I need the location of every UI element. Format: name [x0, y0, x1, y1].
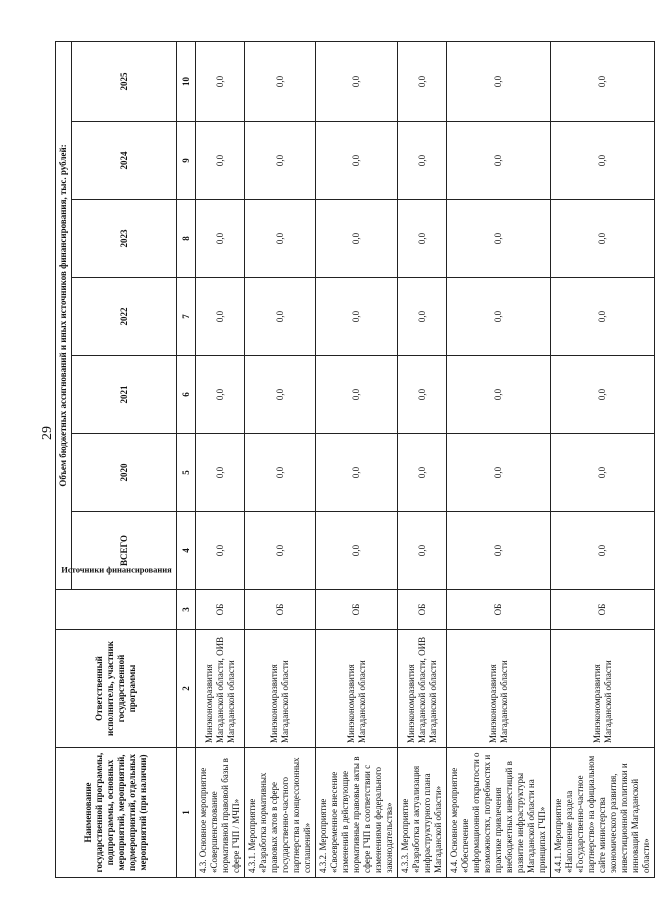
row-year-value: 0,0	[551, 122, 655, 200]
col-index: 3	[177, 590, 196, 630]
row-year-value: 0,0	[551, 278, 655, 356]
row-source: ОБ	[398, 590, 447, 630]
row-year-value: 0,0	[447, 122, 551, 200]
row-executor: Минэкономразвития Магаданской области	[551, 630, 655, 748]
row-year-value: 0,0	[398, 434, 447, 512]
row-year-value: 0,0	[316, 200, 398, 278]
row-year-value: 0,0	[316, 278, 398, 356]
row-year-value: 0,0	[245, 200, 316, 278]
row-year-value: 0,0	[196, 278, 245, 356]
row-year-value: 0,0	[196, 434, 245, 512]
row-year-value: 0,0	[551, 41, 655, 121]
row-year-value: 0,0	[196, 200, 245, 278]
row-total-value: 0,0	[316, 512, 398, 590]
row-total-value: 0,0	[551, 512, 655, 590]
row-executor: Минэкономразвития Магаданской области	[447, 630, 551, 748]
row-year-value: 0,0	[196, 41, 245, 121]
row-year-value: 0,0	[551, 356, 655, 434]
row-name: 4.4.1. Мероприятие «Наполнение раздела «Государственно-частное партнерство» на официальном сайте министерства экономического развития, инвестиционной политики и инноваций Магаданской области»	[551, 748, 655, 878]
row-year-value: 0,0	[398, 356, 447, 434]
table-row	[245, 41, 316, 877]
row-executor: Минэкономразвития Магаданской области	[316, 630, 398, 748]
row-year-value: 0,0	[245, 278, 316, 356]
header-year-2023: 2023	[72, 200, 177, 278]
row-year-value: 0,0	[447, 200, 551, 278]
row-year-value: 0,0	[245, 122, 316, 200]
row-year-value: 0,0	[398, 41, 447, 121]
col-index: 1	[177, 748, 196, 878]
row-executor: Минэкономразвития Магаданской области	[245, 630, 316, 748]
table-row	[316, 41, 398, 877]
col-index: 6	[177, 356, 196, 434]
row-year-value: 0,0	[316, 41, 398, 121]
header-year-2024: 2024	[72, 122, 177, 200]
row-year-value: 0,0	[196, 122, 245, 200]
row-name: 4.4. Основное мероприятие «Обеспечение информационной открытости о возможностях, потребностях и практике привлечения внебюджетных инвестиций в развитие инфраструктуры Магаданской области на принципах ГЧП»	[447, 748, 551, 878]
col-index: 2	[177, 630, 196, 748]
row-name: 4.3.3. Мероприятие «Разработка и актуализация инфраструктурного плана Магаданской области»	[398, 748, 447, 878]
table-row	[196, 41, 245, 877]
funding-table	[55, 41, 655, 878]
column-index-row	[177, 41, 196, 877]
row-source: ОБ	[196, 590, 245, 630]
row-year-value: 0,0	[196, 356, 245, 434]
row-name: 4.3. Основное мероприятие «Совершенствование нормативной правовой базы в сфере ГЧП / МЧП»	[196, 748, 245, 878]
row-year-value: 0,0	[316, 122, 398, 200]
row-year-value: 0,0	[398, 200, 447, 278]
header-source-text: Источники финансирования	[60, 564, 172, 575]
col-index: 10	[177, 41, 196, 121]
col-index: 7	[177, 278, 196, 356]
header-row-1	[56, 41, 72, 877]
row-year-value: 0,0	[316, 356, 398, 434]
row-source: ОБ	[245, 590, 316, 630]
row-source: ОБ	[316, 590, 398, 630]
table-row	[447, 41, 551, 877]
row-year-value: 0,0	[447, 278, 551, 356]
row-name: 4.3.1. Мероприятие «Разработка нормативных правовых актов в сфере государственно-частного партнерства и концессионных соглашений»	[245, 748, 316, 878]
header-name: Наименование государственной программы, подпрограммы, основных мероприятий, мероприятий, подмероприятий, отдельных мероприятий (при наличии)	[56, 748, 177, 878]
rotated-table-wrapper	[55, 42, 651, 878]
row-total-value: 0,0	[447, 512, 551, 590]
row-executor: Минэкономразвития Магаданской области, ОИВ Магаданской области	[398, 630, 447, 748]
row-total-value: 0,0	[245, 512, 316, 590]
header-executor: Ответственный исполнитель, участник государственной программы	[56, 630, 177, 748]
row-year-value: 0,0	[316, 434, 398, 512]
col-index: 4	[177, 512, 196, 590]
col-index: 9	[177, 122, 196, 200]
row-name: 4.3.2. Мероприятие «Своевременное внесение изменений в действующие нормативные правовые акты в сфере ГЧП в соответствии с изменениями федерального законодательства»	[316, 748, 398, 878]
header-year-2020: 2020	[72, 434, 177, 512]
header-year-2021: 2021	[72, 356, 177, 434]
row-total-value: 0,0	[398, 512, 447, 590]
row-source: ОБ	[551, 590, 655, 630]
table-row	[551, 41, 655, 877]
row-year-value: 0,0	[447, 356, 551, 434]
row-year-value: 0,0	[447, 434, 551, 512]
row-source: ОБ	[447, 590, 551, 630]
header-total: ВСЕГО	[72, 512, 177, 590]
col-index: 8	[177, 200, 196, 278]
row-year-value: 0,0	[447, 41, 551, 121]
page-number: 29	[40, 426, 55, 440]
row-year-value: 0,0	[245, 356, 316, 434]
table-row	[398, 41, 447, 877]
header-year-2025: 2025	[72, 41, 177, 121]
col-index: 5	[177, 434, 196, 512]
header-source	[56, 564, 177, 630]
row-year-value: 0,0	[551, 434, 655, 512]
row-year-value: 0,0	[398, 122, 447, 200]
row-total-value: 0,0	[196, 512, 245, 590]
row-executor: Минэкономразвития Магаданской области, ОИВ Магаданской области	[196, 630, 245, 748]
header-year-2022: 2022	[72, 278, 177, 356]
row-year-value: 0,0	[245, 41, 316, 121]
row-year-value: 0,0	[398, 278, 447, 356]
header-funding-group: Объем бюджетных ассигнований и иных источников финансирования, тыс. рублей:	[56, 41, 72, 589]
row-year-value: 0,0	[245, 434, 316, 512]
row-year-value: 0,0	[551, 200, 655, 278]
